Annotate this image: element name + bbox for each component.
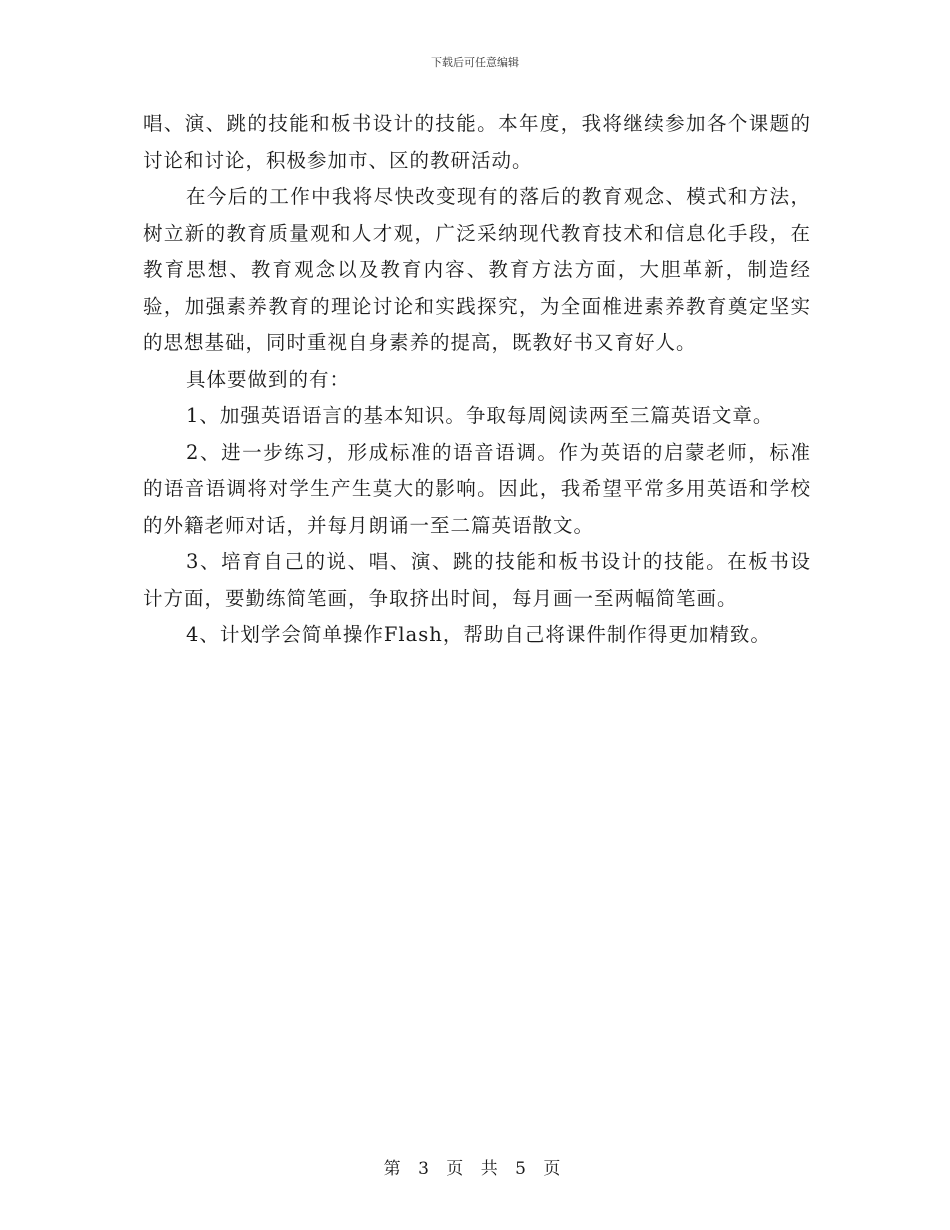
paragraph-goal-2: 2、进一步练习，形成标准的语音语调。作为英语的启蒙老师，标准的语音语调将对学生产生莫大的影响。因此，我希望平常多用英语和学校的外籍老师对话，并每月朗诵一至二篇英语散文。	[143, 440, 811, 537]
page-header: 下载后可任意编辑	[431, 56, 519, 69]
page-number-footer: 第 3 页 共 5 页	[383, 1159, 567, 1179]
paragraph-continuation: 唱、演、跳的技能和板书设计的技能。本年度，我将继续参加各个课题的讨论和讨论，积极参加市、区的教研活动。	[143, 112, 811, 172]
paragraph-specific-goals-intro: 具体要做到的有：	[186, 367, 351, 391]
paragraph-future-work: 在今后的工作中我将尽快改变现有的落后的教育观念、模式和方法，树立新的教育质量观和人才观，广泛采纳现代教育技术和信息化手段，在教育思想、教育观念以及教育内容、教育方法方面，大胆革新，制造经验，加强素养教育的理论讨论和实践探究，为全面椎进素养教育奠定坚实的思想基础，同时重视自身素养的提高，既教好书又育好人。	[143, 185, 811, 354]
paragraph-goal-3: 3、培育自己的说、唱、演、跳的技能和板书设计的技能。在板书设计方面，要勤练简笔画，争取挤出时间，每月画一至两幅简笔画。	[143, 550, 811, 610]
paragraph-goal-4: 4、计划学会简单操作Flash，帮助自己将课件制作得更加精致。	[186, 623, 771, 646]
document-body	[143, 106, 811, 654]
paragraph-goal-1: 1、加强英语语言的基本知识。争取每周阅读两至三篇英语文章。	[186, 404, 774, 427]
